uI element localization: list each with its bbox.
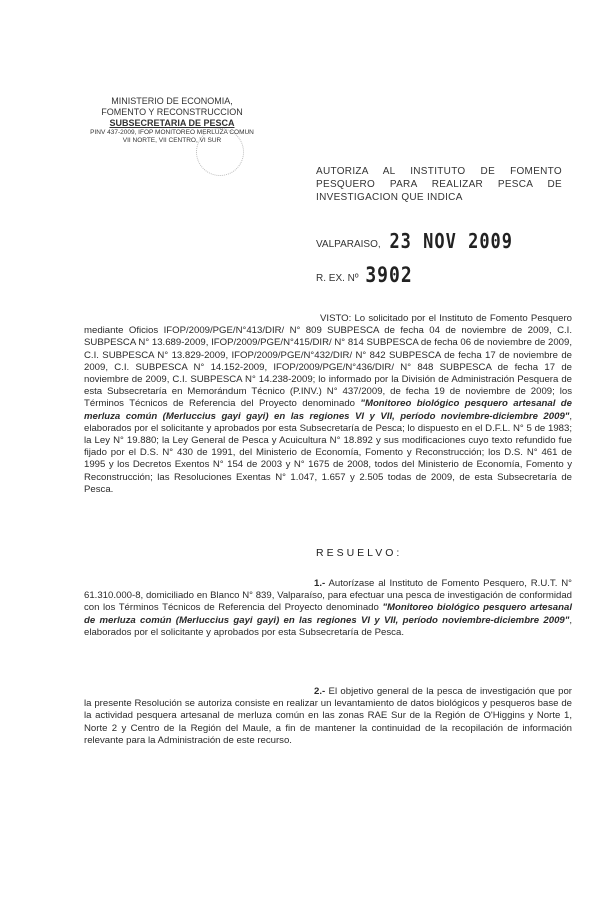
article-1-number: 1.- <box>314 578 326 589</box>
article-1-text-2: , elaborados por el solicitante y aprobados por esta Subsecretaría de Pesca. <box>84 614 572 638</box>
date-stamp: 23 NOV 2009 <box>389 230 514 254</box>
seal-stamp-icon <box>196 128 244 176</box>
resolution-number-stamp: 3902 <box>365 262 413 289</box>
letterhead <box>72 96 272 145</box>
reference-line-1: PINV 437-2009, IFOP MONITOREO MERLUZA COMUN <box>90 129 254 136</box>
reference-line-2: VII NORTE, VII CENTRO, VI SUR <box>122 137 222 144</box>
article-2-number: 2.- <box>314 686 326 697</box>
subject-line-3: INVESTIGACION QUE INDICA <box>316 192 463 203</box>
article-1-text-1: Autorízase al Instituto de Fomento Pesquero, R.U.T. N° 61.310.000-8, domiciliado en Blanco N° 839, Valparaíso, para efectuar una pesca de investigación de conformidad con los Términos Técnicos de Referencia del Proyecto denominado <box>84 578 572 614</box>
subject-line-1: AUTORIZA AL INSTITUTO DE FOMENTO <box>316 166 562 177</box>
resolution-prefix: R. EX. Nº <box>316 273 359 284</box>
place: VALPARAISO, <box>316 239 381 250</box>
ministry-line-2: FOMENTO Y RECONSTRUCCION <box>101 107 243 117</box>
article-1-project-title: "Monitoreo biológico pesquero artesanal de merluza común (Merluccius gayi gayi) en las regiones VI y VII, período noviembre-diciembre 2009" <box>84 602 573 626</box>
article-2-text: El objetivo general de la pesca de investigación que por la presente Resolución se autoriza consiste en realizar un levantamiento de datos biológicos y pesqueros base de la actividad pesquera artesanal de merluza común en las zonas RAE Sur de la Región de O'Higgins y Norte 1, Norte 2 y Centro de la Región del Maule, a fin de mantener la continuidad de la recopilación de información relevante para la Administración de este recurso. <box>84 686 572 746</box>
resolution-subject <box>316 165 562 204</box>
visto-text-1: VISTO: Lo solicitado por el Instituto de Fomento Pesquero mediante Oficios IFOP/2009/PGE/N°413/DIR/ N° 809 SUBPESCA de fecha 04 de noviembre de 2009, C.I. SUBPESCA N° 13.689-2009, IFOP/2009/PGE/N°415/DIR/ N° 814 SUBPESCA de fecha 06 de noviembre de 2009, C.I. SUBPESCA N° 13.829-2009, IFOP/2009/PGE/N°432/DIR/ N° 842 SUBPESCA de fecha 17 de noviembre de 2009, C.I. SUBPESCA N° 14.152-2009, IFOP/2009/PGE/N°436/DIR/ N° 848 SUBPESCA de fecha 17 de noviembre de 2009, C.I. SUBPESCA N° 14.238-2009; lo informado por la División de Administración Pesquera de esta Subsecretaría en Memorándum Técnico (P.INV.) N° 437/2009, de fecha 19 de noviembre de 2009; los Términos Técnicos de Referencia del Proyecto denominado <box>84 313 572 410</box>
subject-line-2: PESQUERO PARA REALIZAR PESCA DE <box>316 179 562 190</box>
resolution-number <box>316 262 516 289</box>
ministry-line-1: MINISTERIO DE ECONOMIA, <box>111 96 233 106</box>
subsecretaria-name: SUBSECRETARIA DE PESCA <box>109 118 235 128</box>
place-and-date <box>316 232 576 252</box>
visto-text-2: , elaborados por el solicitante y aprobados por esta Subsecretaría de Pesca; lo dispuesto en el D.F.L. N° 5 de 1983; la Ley N° 19.880; la Ley General de Pesca y Acuicultura N° 18.892 y sus modificaciones cuyo texto refundido fue fijado por el D.S. N° 430 de 1991, del Ministerio de Economía, Fomento y Reconstrucción; los D.S. N° 461 de 1995 y los Decretos Exentos N° 154 de 2003 y N° 1675 de 2008, todos del Ministerio de Economía, Fomento y Reconstrucción; las Resoluciones Exentas N° 1.047, 1.657 y 2.505 todas de 2009, de esta Subsecretaría de Pesca. <box>84 410 572 495</box>
article-1 <box>84 578 572 639</box>
resuelvo-heading: RESUELVO: <box>316 547 403 559</box>
visto-project-title: "Monitoreo biológico pesquero artesanal de merluza común (Merluccius gayi gayi) en las regiones VI y VII, período noviembre-diciembre 2009" <box>84 398 572 422</box>
article-2 <box>84 686 572 747</box>
visto-paragraph <box>84 313 572 496</box>
